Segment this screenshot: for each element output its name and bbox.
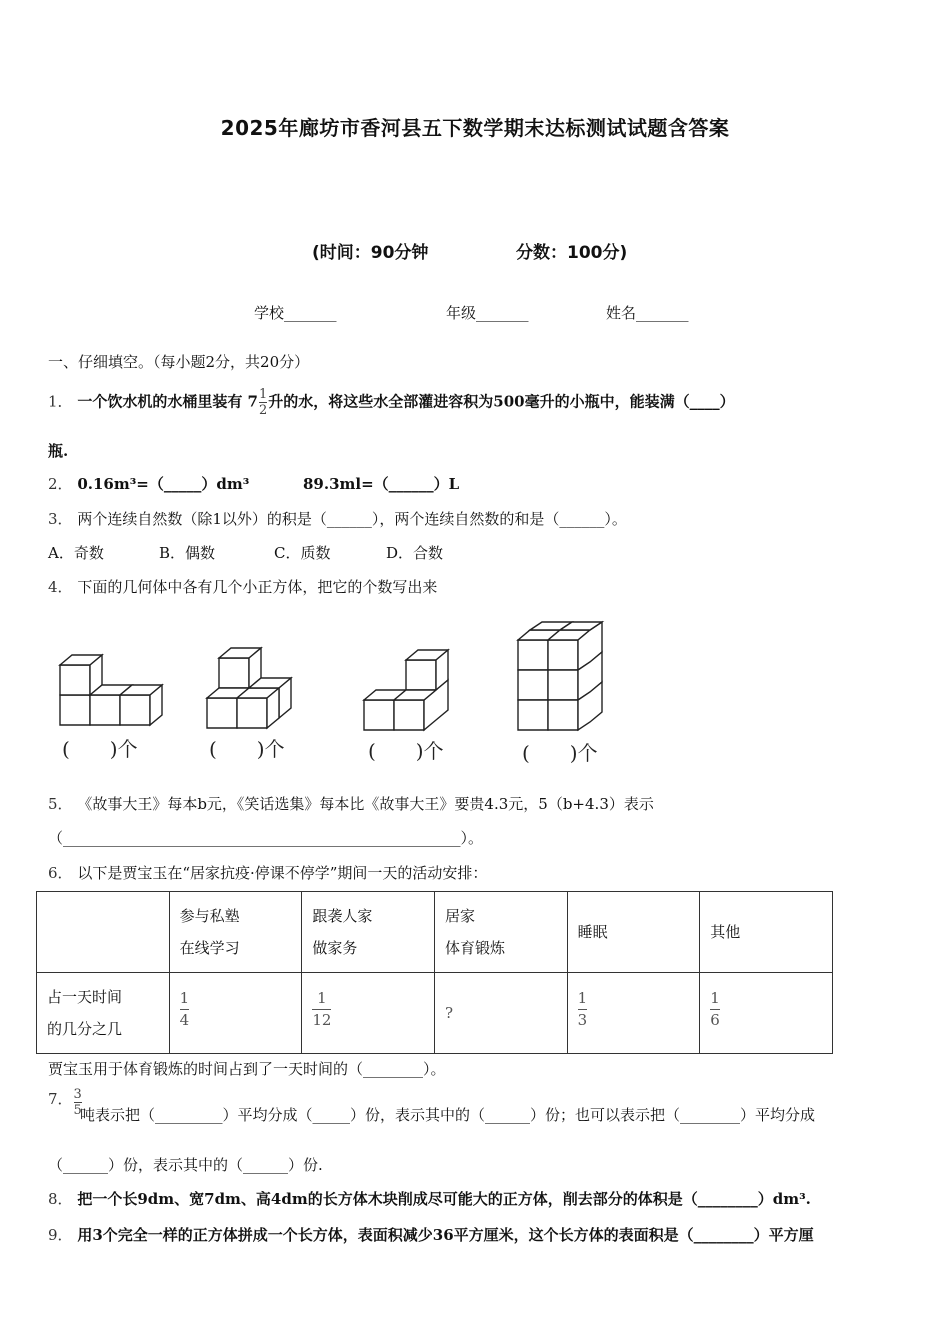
table-header-row — [37, 892, 833, 973]
q3-text: 两个连续自然数（除1以外）的积是（______），两个连续自然数的和是（______）。 — [77, 510, 627, 528]
cube-answer-4: ( )个 — [522, 741, 598, 765]
fraction: $\frac{3}{5}$ — [73, 1087, 82, 1118]
cube-answer-1: ( )个 — [62, 737, 138, 761]
question-number: 5． — [48, 795, 73, 813]
q1-text-after: 升的水，将这些水全部灌进容积为500毫升的小瓶中，能装满（____） — [268, 392, 735, 411]
cube-figure-3 — [364, 650, 448, 730]
question-number: 8． — [48, 1190, 73, 1208]
q5-line-1: 《故事大王》每本b元，《笑话选集》每本比《故事大王》要贵4.3元，5（b+4.3）表示 — [77, 795, 654, 813]
question-number: 3． — [48, 510, 73, 528]
table-header-cell: 居家 体育锻炼 — [434, 892, 567, 973]
q2-part-1: 0.16m³=（_____）dm³ — [77, 475, 250, 493]
exam-score: 分数：100分) — [516, 243, 628, 263]
q3-option-c: C．质数 — [274, 544, 331, 562]
question-number: 1． — [48, 392, 73, 411]
question-5 — [48, 793, 654, 814]
table-header-cell: 睡眠 — [567, 892, 700, 973]
grade-field: 年级_______ — [446, 304, 529, 322]
q8-text: 把一个长9dm、宽7dm、高4dm的长方体木块削成尽可能大的正方体，削去部分的体积是（________）dm³. — [77, 1190, 811, 1208]
table-cell: $\frac{1}{4}$ — [169, 973, 302, 1054]
school-field: 学校_______ — [254, 304, 337, 322]
cube-figure-1 — [60, 655, 162, 725]
activity-table — [36, 891, 833, 1054]
section-heading: 一、仔细填空。（每小题2分，共20分） — [48, 353, 310, 371]
q3-option-b: B．偶数 — [159, 544, 216, 562]
question-8 — [48, 1188, 811, 1209]
question-7 — [48, 1088, 83, 1117]
question-2 — [48, 473, 249, 494]
q3-option-a: A．奇数 — [48, 544, 104, 562]
fraction: $\frac{1}{2}$ — [259, 387, 268, 418]
cube-figure-2 — [207, 648, 291, 728]
q3-option-d: D．合数 — [386, 544, 444, 562]
q1-text-before: 一个饮水机的水桶里装有 7 — [77, 392, 258, 411]
cube-answer-2: ( )个 — [209, 737, 285, 761]
table-header-cell: 其他 — [700, 892, 833, 973]
q9-text: 用3个完全一样的正方体拼成一个长方体，表面积减少36平方厘米，这个长方体的表面积是（________）平方厘 — [77, 1226, 814, 1244]
page-title: 2025年廊坊市香河县五下数学期末达标测试试题含答案 — [220, 116, 730, 140]
table-corner-cell — [37, 892, 170, 973]
name-field: 姓名_______ — [606, 304, 689, 322]
table-header-cell: 跟袭人家 做家务 — [302, 892, 435, 973]
q7-line-1: 吨表示把（_________）平均分成（_____）份，表示其中的（______）份；也可以表示把（________）平均分成 — [80, 1106, 816, 1124]
q2-part-2: 89.3ml=（______）L — [303, 475, 460, 493]
q5-line-2: （_____________________________________________________）。 — [48, 829, 484, 847]
question-6 — [48, 862, 487, 883]
cube-figures — [0, 610, 950, 780]
q7-line-2: （______）份，表示其中的（______）份. — [48, 1156, 323, 1174]
question-3 — [48, 508, 627, 529]
question-9 — [48, 1224, 814, 1245]
q6-text: 以下是贾宝玉在“居家抗疫·停课不停学”期间一天的活动安排： — [77, 864, 488, 882]
cube-answer-3: ( )个 — [368, 739, 444, 763]
table-cell: ? — [434, 973, 567, 1054]
table-row — [37, 973, 833, 1054]
question-number: 2． — [48, 475, 73, 493]
question-number: 6． — [48, 864, 73, 882]
question-number: 7． — [48, 1090, 73, 1108]
table-cell: $\frac{1}{3}$ — [567, 973, 700, 1054]
question-number: 9． — [48, 1226, 73, 1244]
question-1-cont: 瓶. — [48, 442, 69, 460]
table-cell: $\frac{1}{6}$ — [700, 973, 833, 1054]
exam-time: (时间：90分钟 — [312, 243, 429, 263]
question-4 — [48, 576, 437, 597]
table-header-cell: 参与私塾 在线学习 — [169, 892, 302, 973]
q6-followup: 贾宝玉用于体育锻炼的时间占到了一天时间的（________）。 — [48, 1060, 446, 1078]
question-number: 4． — [48, 578, 73, 596]
q4-text: 下面的几何体中各有几个小正方体，把它的个数写出来 — [77, 578, 438, 596]
table-row-label: 占一天时间 的几分之几 — [37, 973, 170, 1054]
question-1 — [48, 388, 735, 417]
table-cell: $\frac{1}{12}$ — [302, 973, 435, 1054]
cube-figure-4 — [518, 622, 602, 730]
